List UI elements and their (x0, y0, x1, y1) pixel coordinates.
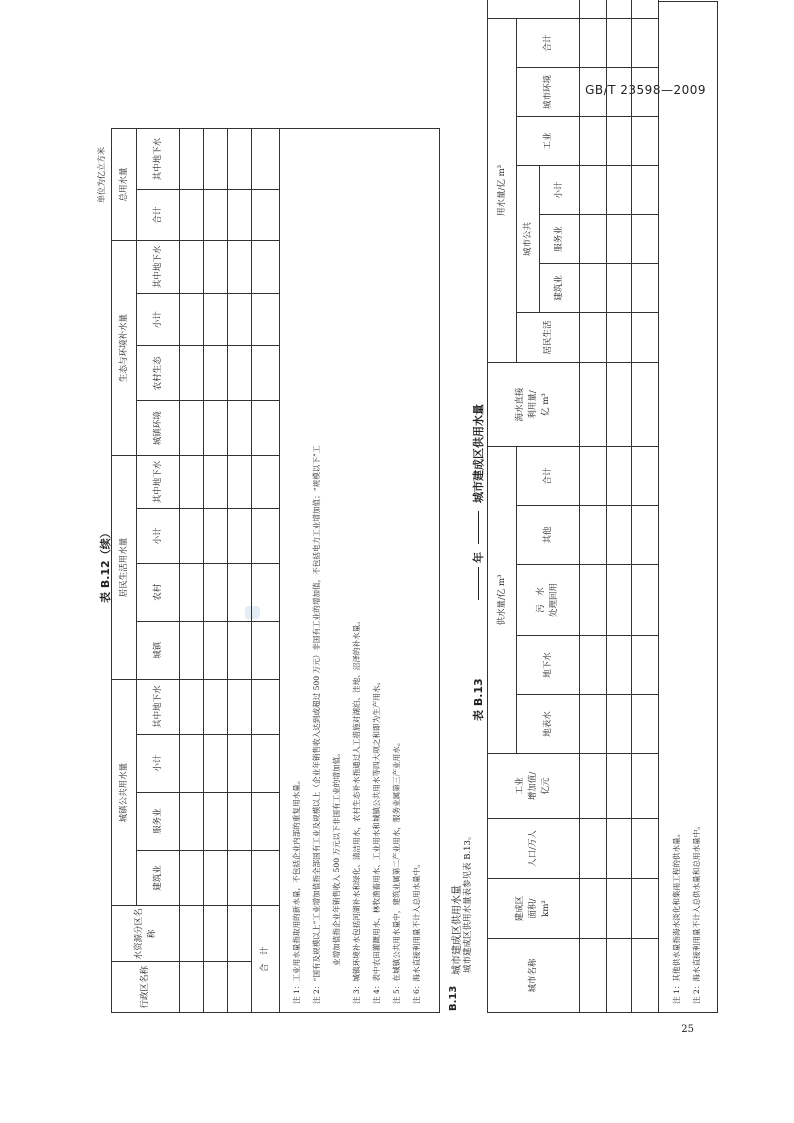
col-surface: 地表水 (517, 695, 580, 754)
note-2-cont: 业增加值指企业年销售收入 500 万元以下非国有工业的增加值。 (332, 749, 341, 966)
col-industry-value (488, 754, 580, 819)
table-row (580, 0, 607, 1013)
ind-l3: 亿元 (541, 777, 551, 795)
table-row (252, 129, 280, 1013)
note-4: 注 4：表中农田灌溉用水、林牧渔畜用水、工业用水和城镇公共用水等四大项之和即为生产用水。 (372, 677, 381, 1004)
table-b13-title: 城市建成区供用水量 (472, 404, 485, 503)
title-dash (478, 511, 479, 544)
col-built-area (488, 879, 580, 939)
group-use: 用水量/亿 m³ (488, 18, 517, 362)
col-service: 服务业 (540, 214, 580, 263)
table-row (180, 129, 204, 1013)
b13-note-1: 注 1：其他供水量指海水淡化和集雨工程的供水量。 (672, 829, 681, 1004)
col-domestic-subtotal: 小计 (137, 508, 180, 563)
col-urban-env: 城市环境 (517, 67, 580, 116)
col-eco-groundwater: 其中地下水 (137, 240, 180, 293)
standard-code: GB/T 23598—2009 (585, 83, 706, 97)
col-domestic-groundwater: 其中地下水 (137, 456, 180, 509)
section-text: 城市建成区供用水量表参见表 B.13。 (463, 831, 473, 973)
table-b12-title: 表 B.12（续） (99, 527, 112, 603)
group-supply: 供水量/亿 m³ (488, 446, 517, 753)
col-rural: 农村 (137, 563, 180, 621)
table-b13-title-year: 年 (472, 552, 485, 563)
group-city-public: 城市公共 (517, 165, 540, 312)
sea-l1: 海水直接 (515, 387, 525, 422)
col-seawater (488, 362, 580, 446)
table-row (632, 0, 659, 1013)
col-industry: 工业 (517, 116, 580, 165)
col-public-groundwater: 其中地下水 (137, 679, 180, 734)
year-blank-line (478, 567, 479, 600)
col-city: 城市名称 (488, 939, 580, 1013)
note-1: 注 1：工业用水量指取用的新水量，不包括企业内部的重复用水量。 (292, 776, 301, 1004)
group-domestic-water: 居民生活用水量 (112, 456, 137, 680)
table-row (228, 129, 252, 1013)
sea-l3: 亿 m³ (541, 393, 551, 416)
built-area-l3: km² (541, 900, 551, 917)
col-use-total: 合计 (517, 18, 580, 67)
col-service: 服务业 (137, 792, 180, 850)
col-urban: 城镇 (137, 621, 180, 679)
table-b12-notes (279, 128, 440, 1013)
col-total-groundwater: 其中地下水 (137, 129, 180, 190)
group-total-use: 总用水量 (112, 129, 137, 241)
table-b12 (111, 128, 280, 1013)
col-remark (488, 0, 580, 18)
note-5: 注 5：在城镇公共用水量中，建筑业属第二产业用水，服务业属第三产业用水。 (392, 738, 401, 1004)
total-row-label: 合 计 (252, 906, 280, 1013)
ind-l2: 增加值/ (528, 771, 538, 801)
sewage-l2: 处理回用 (549, 583, 559, 618)
table-b13 (487, 0, 659, 1013)
b13-note-2: 注 2：海水直接利用量不计入总供水量和总用水量中。 (692, 822, 701, 1004)
note-6: 注 6：海水直接利用量不计入总用水量中。 (412, 860, 421, 1004)
note-3: 注 3：城镇环境补水包括河湖补水和绿化、清洁用水，农村生态补水指通过人工措施对湖泊、洼地、沼泽的补水量。 (352, 617, 361, 1004)
col-public-subtotal: 小计 (137, 734, 180, 792)
col-basin: 水资源分区名称 (112, 906, 180, 962)
col-ground: 地下水 (517, 636, 580, 695)
col-total: 合计 (137, 190, 180, 241)
sea-l2: 利用量/ (528, 390, 538, 419)
ind-l1: 工业 (515, 777, 525, 795)
col-construction: 建筑业 (540, 263, 580, 312)
col-public-subtotal: 小计 (540, 165, 580, 214)
col-eco-subtotal: 小计 (137, 293, 180, 346)
section-number: B.13 (448, 985, 459, 1011)
built-area-l2: 面积/ (528, 898, 538, 919)
table-b13-notes (658, 1, 718, 1013)
col-construction: 建筑业 (137, 850, 180, 906)
col-region: 行政区名称 (112, 962, 180, 1013)
built-area-l1: 建成区 (515, 895, 525, 922)
col-sewage (517, 565, 580, 636)
group-public-water: 城镇公共用水量 (112, 679, 137, 906)
note-2: 注 2：“国有及规模以上”工业增加值指全部国有工业及规模以上（企业年销售收入达到或超过 500 万元）非国有工业的增加值，不包括电力工业增加值；“规模以下”工 (312, 445, 321, 1004)
col-other: 其他 (517, 506, 580, 565)
col-population: 人口/万人 (488, 819, 580, 879)
table-b13-title-prefix: 表 B.13 (472, 678, 485, 721)
col-supply-total: 合计 (517, 446, 580, 505)
sewage-l1: 污 水 (536, 587, 546, 613)
table-b12-unit: 单位为亿立方米 (97, 147, 106, 203)
group-eco-water: 生态与环境补水量 (112, 240, 137, 455)
table-row (204, 129, 228, 1013)
section-heading: 城市建成区供用水量 (452, 885, 463, 975)
col-urban-env: 城镇环境 (137, 401, 180, 456)
col-resident: 居民生活 (517, 312, 580, 362)
page-number: 25 (681, 1024, 694, 1035)
table-row (607, 0, 632, 1013)
col-rural-eco: 农村生态 (137, 346, 180, 401)
